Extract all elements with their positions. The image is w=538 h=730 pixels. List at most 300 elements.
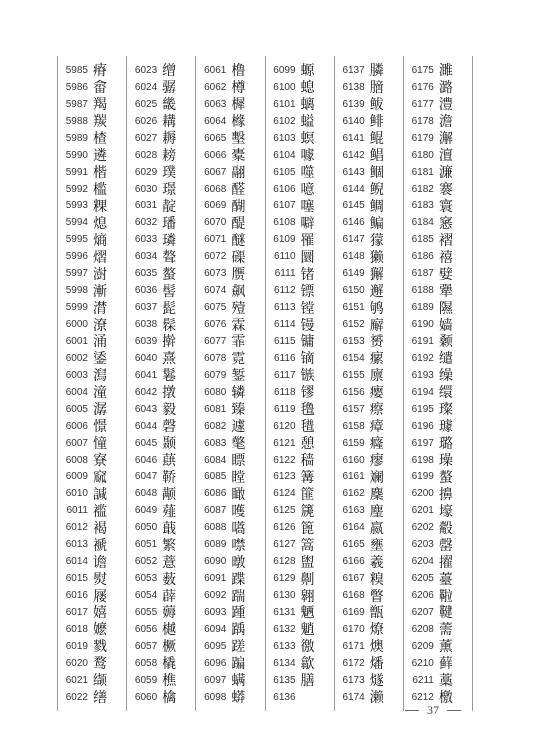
table-row — [58, 130, 126, 147]
char-glyph: 獬 — [369, 266, 384, 283]
char-number: 6066 — [204, 149, 227, 161]
char-glyph: 劓 — [300, 571, 315, 588]
table-row — [127, 96, 195, 113]
char-glyph: 缳 — [438, 385, 453, 402]
table-row — [335, 62, 403, 79]
table-row — [335, 248, 403, 265]
char-glyph: 璨 — [438, 402, 453, 419]
char-glyph: 瘰 — [369, 351, 384, 368]
char-glyph: 獴 — [369, 232, 384, 249]
char-number: 6014 — [65, 556, 88, 568]
char-glyph: 鞒 — [162, 469, 177, 486]
table-row — [335, 536, 403, 553]
table-row — [196, 333, 264, 350]
char-glyph: 霏 — [231, 334, 246, 351]
char-glyph: 膪 — [369, 80, 384, 97]
char-number: 6146 — [342, 217, 365, 229]
char-glyph: 斓 — [369, 469, 384, 486]
char-glyph: 醚 — [231, 232, 246, 249]
table-row — [127, 689, 195, 706]
table-row — [127, 604, 195, 621]
char-glyph: 盥 — [300, 554, 315, 571]
char-number: 6134 — [273, 657, 296, 669]
table-row — [196, 485, 264, 502]
char-number: 6200 — [411, 488, 434, 500]
table-row — [127, 672, 195, 689]
char-glyph: 嚆 — [231, 520, 246, 537]
char-number: 6012 — [65, 522, 88, 534]
table-row — [335, 147, 403, 164]
table-row — [266, 401, 334, 418]
table-row — [404, 231, 472, 248]
char-number: 6089 — [204, 539, 227, 551]
table-row — [127, 553, 195, 570]
char-number: 6186 — [411, 251, 434, 263]
char-glyph: 諴 — [93, 486, 107, 503]
char-glyph: 徼 — [300, 639, 315, 656]
char-glyph: 螟 — [300, 131, 315, 148]
char-glyph: 羰 — [93, 114, 107, 131]
table-row — [404, 350, 472, 367]
char-glyph: 寰 — [438, 198, 453, 215]
char-number: 6154 — [342, 352, 365, 364]
char-glyph: 薰 — [438, 639, 453, 656]
char-number: 6022 — [65, 691, 88, 703]
char-glyph: 磬 — [162, 419, 177, 436]
char-number: 6211 — [412, 674, 434, 686]
table-row — [127, 333, 195, 350]
char-number: 6187 — [411, 268, 434, 280]
table-row — [196, 519, 264, 536]
table-row — [196, 181, 264, 198]
char-glyph: 濑 — [369, 690, 384, 707]
char-number: 6168 — [342, 590, 365, 602]
table-row — [266, 553, 334, 570]
char-number: 6092 — [204, 590, 227, 602]
char-number: 6105 — [273, 166, 296, 178]
char-glyph: 霖 — [231, 317, 246, 334]
char-glyph: 撴 — [162, 385, 177, 402]
character-table — [57, 56, 473, 711]
char-number: 6067 — [204, 166, 227, 178]
table-row — [266, 79, 334, 96]
char-number: 6172 — [342, 657, 365, 669]
table-row — [266, 198, 334, 215]
table-row — [335, 350, 403, 367]
table-row — [196, 282, 264, 299]
table-row — [335, 130, 403, 147]
char-glyph: 藁 — [438, 673, 453, 690]
char-glyph: 耨 — [162, 131, 177, 148]
char-number: 5987 — [65, 98, 88, 110]
char-number: 6122 — [273, 454, 296, 466]
char-glyph: 噱 — [300, 148, 315, 165]
char-glyph: 橛 — [162, 639, 177, 656]
table-row — [266, 231, 334, 248]
table-row — [58, 282, 126, 299]
char-glyph: 颡 — [438, 334, 453, 351]
char-glyph: 瘿 — [369, 385, 384, 402]
char-glyph: 镠 — [300, 385, 315, 402]
char-number: 6178 — [411, 115, 434, 127]
char-number: 6129 — [273, 573, 296, 585]
char-glyph: 踵 — [231, 605, 246, 622]
char-number: 6017 — [65, 606, 88, 618]
char-glyph: 樽 — [231, 80, 246, 97]
char-number: 6125 — [273, 505, 296, 517]
table-row — [266, 62, 334, 79]
table-row — [58, 96, 126, 113]
table-row — [196, 265, 264, 282]
char-glyph: 薹 — [438, 571, 453, 588]
table-row — [404, 282, 472, 299]
char-number: 6150 — [342, 285, 365, 297]
table-row — [404, 401, 472, 418]
char-glyph: 鞡 — [438, 588, 453, 605]
table-row — [196, 672, 264, 689]
char-glyph: 橼 — [231, 114, 246, 131]
char-glyph: 瘠 — [93, 63, 107, 80]
char-glyph: 寮 — [93, 453, 107, 470]
char-glyph: 罹 — [300, 232, 315, 249]
char-number: 6053 — [134, 573, 158, 585]
char-number: 6191 — [411, 335, 434, 347]
char-glyph: 褴 — [93, 503, 107, 520]
char-number: 6113 — [274, 302, 296, 314]
table-row — [196, 655, 264, 672]
char-glyph: 瘵 — [369, 402, 384, 419]
table-row — [196, 587, 264, 604]
char-glyph: 螯 — [162, 266, 177, 283]
char-number: 6206 — [411, 590, 434, 602]
char-number: 6120 — [273, 420, 296, 432]
char-number: 6110 — [274, 251, 296, 263]
char-glyph: 鋈 — [93, 351, 107, 368]
table-row — [266, 214, 334, 231]
char-number: 6159 — [342, 437, 365, 449]
table-column — [196, 56, 265, 711]
table-row — [404, 485, 472, 502]
table-row — [58, 689, 126, 706]
char-number: 6198 — [411, 454, 434, 466]
char-number: 6063 — [204, 98, 227, 110]
char-glyph: 踹 — [231, 588, 246, 605]
table-row — [127, 367, 195, 384]
char-number: 6157 — [342, 403, 365, 415]
char-glyph: 薅 — [162, 605, 177, 622]
table-row — [266, 604, 334, 621]
char-number: 6190 — [411, 319, 434, 331]
char-number: 5996 — [65, 251, 88, 263]
char-number: 6175 — [411, 64, 434, 76]
char-glyph: 獭 — [369, 249, 384, 266]
char-glyph: 瞠 — [231, 469, 246, 486]
char-glyph: 樾 — [162, 622, 177, 639]
char-number: 5995 — [65, 234, 88, 246]
char-glyph: 璠 — [162, 215, 177, 232]
char-number: 5989 — [65, 132, 88, 144]
table-row — [404, 62, 472, 79]
char-number: 6202 — [411, 522, 434, 534]
char-glyph: 瞟 — [231, 453, 246, 470]
char-number: 6161 — [342, 471, 365, 483]
char-number: 6133 — [273, 640, 296, 652]
char-glyph: 颟 — [162, 486, 177, 503]
char-number: 6152 — [342, 319, 365, 331]
table-row — [266, 96, 334, 113]
char-glyph: 魈 — [300, 622, 315, 639]
char-number: 6132 — [273, 623, 296, 635]
table-row — [404, 604, 472, 621]
char-number: 6109 — [273, 234, 296, 246]
char-glyph: 螯 — [438, 469, 453, 486]
char-number: 6025 — [134, 98, 158, 110]
char-glyph: 镗 — [300, 300, 315, 317]
char-number: 6088 — [204, 522, 227, 534]
table-row — [335, 333, 403, 350]
char-glyph: 蹉 — [231, 639, 246, 656]
table-row — [404, 181, 472, 198]
char-glyph: 螠 — [300, 114, 315, 131]
table-row — [196, 214, 264, 231]
char-glyph: 瘴 — [369, 419, 384, 436]
table-row — [127, 231, 195, 248]
char-number: 5997 — [65, 268, 88, 280]
char-glyph: 燧 — [369, 673, 384, 690]
table-row — [335, 79, 403, 96]
table-row — [58, 265, 126, 282]
char-number: 6073 — [204, 268, 227, 280]
char-number: 6193 — [411, 369, 434, 381]
char-number: 5998 — [65, 285, 88, 297]
char-number: 6136 — [273, 691, 296, 703]
char-glyph: 褰 — [438, 182, 453, 199]
char-glyph: 嬷 — [93, 622, 107, 639]
table-row — [335, 485, 403, 502]
char-number: 6004 — [65, 386, 88, 398]
char-glyph: 璞 — [162, 165, 177, 182]
table-row — [196, 79, 264, 96]
char-number: 6181 — [411, 166, 434, 178]
char-glyph: 殪 — [231, 300, 246, 317]
table-row — [58, 621, 126, 638]
table-row — [58, 113, 126, 130]
char-number: 6177 — [411, 98, 434, 110]
char-glyph: 颞 — [162, 436, 177, 453]
table-row — [404, 265, 472, 282]
char-number: 6160 — [342, 454, 365, 466]
table-row — [266, 130, 334, 147]
char-glyph: 熠 — [93, 249, 107, 266]
char-glyph: 穑 — [300, 453, 315, 470]
table-row — [335, 604, 403, 621]
table-row — [266, 164, 334, 181]
table-row — [127, 181, 195, 198]
char-glyph: 漸 — [93, 283, 107, 300]
table-row — [404, 621, 472, 638]
char-number: 6058 — [134, 657, 158, 669]
table-row — [335, 553, 403, 570]
table-row — [404, 502, 472, 519]
char-glyph: 氅 — [231, 436, 246, 453]
table-row — [196, 536, 264, 553]
char-glyph: 毅 — [162, 402, 177, 419]
char-glyph: 廨 — [369, 317, 384, 334]
char-glyph: 髻 — [162, 283, 177, 300]
table-row — [58, 231, 126, 248]
table-row — [127, 435, 195, 452]
table-row — [196, 384, 264, 401]
char-number: 6064 — [204, 115, 227, 127]
char-number: 6115 — [274, 335, 296, 347]
table-row — [127, 248, 195, 265]
char-number: 6169 — [342, 606, 365, 618]
char-glyph: 鲵 — [369, 182, 384, 199]
char-glyph: 璩 — [438, 419, 453, 436]
char-number: 6036 — [134, 285, 158, 297]
char-glyph: 藓 — [438, 656, 453, 673]
char-number: 6174 — [342, 691, 365, 703]
table-row — [196, 553, 264, 570]
char-number: 6094 — [204, 623, 227, 635]
table-row — [266, 621, 334, 638]
char-number: 6179 — [411, 132, 434, 144]
table-row — [127, 485, 195, 502]
table-row — [58, 299, 126, 316]
char-number: 6135 — [273, 674, 296, 686]
table-row — [266, 147, 334, 164]
char-number: 6124 — [273, 488, 296, 500]
char-number: 6055 — [134, 606, 158, 618]
char-number: 6151 — [342, 302, 365, 314]
char-number: 6207 — [411, 606, 434, 618]
char-number: 6111 — [274, 268, 296, 280]
char-number: 6119 — [274, 403, 296, 415]
char-glyph: 樨 — [231, 97, 246, 114]
char-number: 6005 — [65, 403, 88, 415]
table-row — [266, 367, 334, 384]
char-number: 6158 — [342, 420, 365, 432]
char-number: 6068 — [204, 183, 227, 195]
table-row — [58, 316, 126, 333]
char-number: 6070 — [204, 217, 227, 229]
char-number: 6197 — [411, 437, 434, 449]
char-glyph: 澧 — [438, 97, 453, 114]
char-number: 6081 — [204, 403, 227, 415]
char-glyph: 楂 — [93, 131, 107, 148]
char-glyph: 圜 — [300, 249, 315, 266]
table-column — [127, 56, 196, 711]
char-glyph: 邂 — [369, 283, 384, 300]
table-row — [266, 502, 334, 519]
char-number: 6203 — [411, 539, 434, 551]
char-glyph: 麇 — [369, 486, 384, 503]
char-glyph: 谵 — [93, 554, 107, 571]
table-row — [196, 130, 264, 147]
char-glyph: 樵 — [162, 673, 177, 690]
table-row — [404, 672, 472, 689]
char-number: 6101 — [273, 98, 296, 110]
table-row — [127, 299, 195, 316]
table-row — [58, 214, 126, 231]
char-number: 6099 — [273, 64, 296, 76]
table-row — [58, 638, 126, 655]
table-row — [404, 367, 472, 384]
table-row — [404, 452, 472, 469]
char-glyph: 嚄 — [231, 503, 246, 520]
char-glyph: 熵 — [93, 232, 107, 249]
table-row — [335, 198, 403, 215]
table-row — [58, 469, 126, 486]
char-number: 6117 — [274, 369, 296, 381]
char-glyph: 褫 — [93, 537, 107, 554]
char-number: 5985 — [65, 64, 88, 76]
char-glyph: 瞥 — [369, 588, 384, 605]
table-row — [127, 621, 195, 638]
char-glyph: 憬 — [93, 419, 107, 436]
char-glyph: 螈 — [300, 63, 315, 80]
table-row — [404, 553, 472, 570]
char-number: 6096 — [204, 657, 227, 669]
char-number: 6008 — [65, 454, 88, 466]
char-number: 6102 — [273, 115, 296, 127]
table-row — [127, 502, 195, 519]
char-number: 6048 — [134, 488, 158, 500]
table-row — [266, 587, 334, 604]
char-glyph: 辚 — [231, 385, 246, 402]
table-row — [335, 469, 403, 486]
table-row — [196, 299, 264, 316]
table-row — [58, 333, 126, 350]
char-number: 6057 — [134, 640, 158, 652]
table-column — [266, 56, 335, 711]
char-number: 6212 — [411, 691, 434, 703]
char-number: 6046 — [134, 454, 158, 466]
char-number: 6035 — [134, 268, 158, 280]
table-row — [335, 638, 403, 655]
char-glyph: 錾 — [231, 368, 246, 385]
char-number: 6043 — [134, 403, 158, 415]
table-row — [335, 231, 403, 248]
table-row — [266, 181, 334, 198]
table-row — [404, 113, 472, 130]
char-number: 6210 — [411, 657, 434, 669]
table-row — [196, 435, 264, 452]
char-number: 6020 — [65, 657, 88, 669]
char-glyph: 螭 — [300, 97, 315, 114]
char-number: 6165 — [342, 539, 365, 551]
char-glyph: 澍 — [93, 266, 107, 283]
char-glyph: 磲 — [231, 249, 246, 266]
char-glyph: 霓 — [231, 351, 246, 368]
char-glyph: 戮 — [93, 639, 107, 656]
char-glyph: 隰 — [438, 300, 453, 317]
char-number: 6029 — [134, 166, 158, 178]
char-glyph: 髭 — [162, 300, 177, 317]
char-number: 6033 — [134, 234, 158, 246]
table-row — [196, 62, 264, 79]
char-glyph: 醍 — [231, 215, 246, 232]
char-glyph: 嬖 — [438, 266, 453, 283]
char-number: 6000 — [65, 319, 88, 331]
char-glyph: 潺 — [93, 402, 107, 419]
table-row — [335, 299, 403, 316]
table-row — [196, 401, 264, 418]
char-number: 6023 — [134, 64, 158, 76]
char-number: 6141 — [342, 132, 365, 144]
char-number: 6006 — [65, 420, 88, 432]
char-number: 6001 — [65, 335, 88, 347]
